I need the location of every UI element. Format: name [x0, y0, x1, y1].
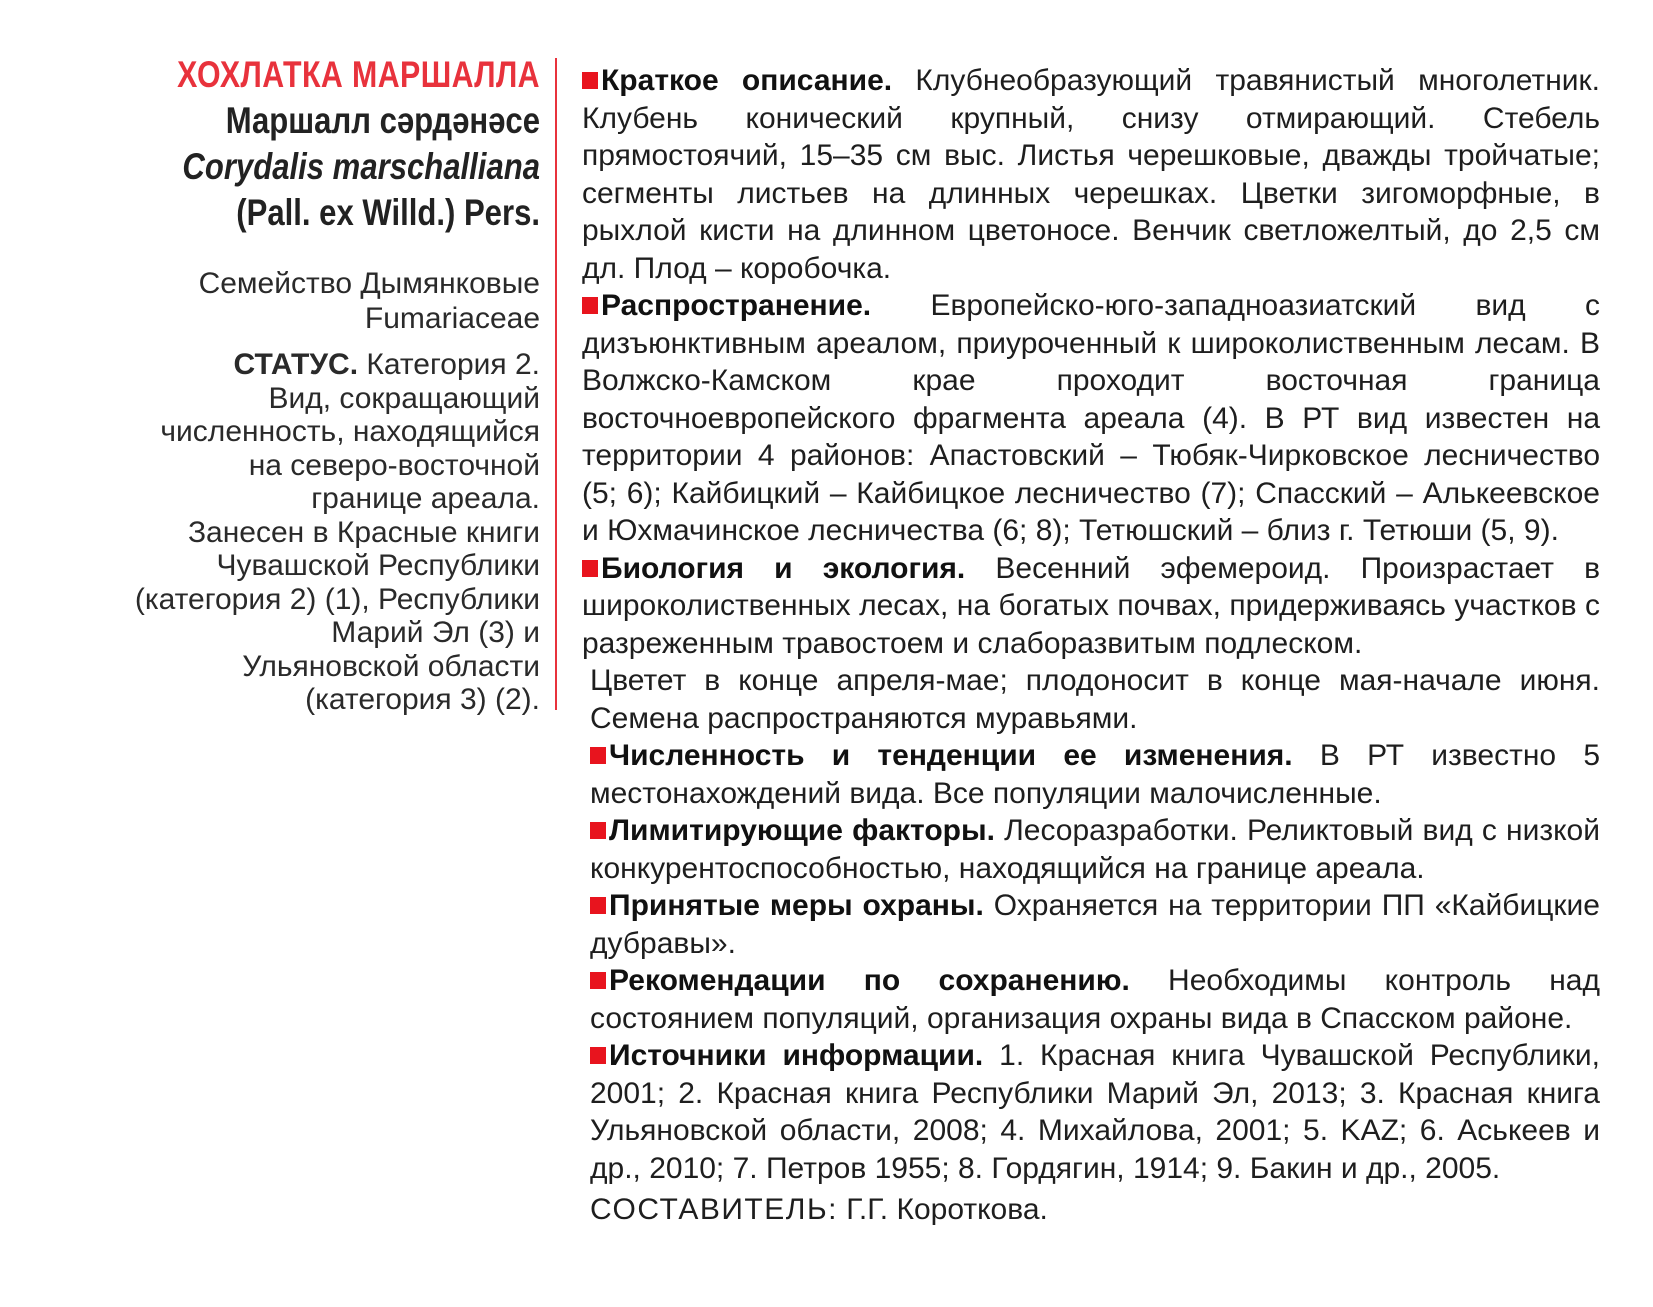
section-heading: Лимитирующие факторы. [609, 814, 995, 847]
section-text: В РТ известно 5 местонахождений вида. Все популяции малочисленные. [590, 739, 1600, 810]
status-line: Ульяновской области [242, 649, 540, 683]
section-text: Лесоразработки. Реликтовый вид с низкой конкурентоспособностью, находящийся на границе ареала. [590, 814, 1600, 885]
status-line: (категория 3) (2). [305, 683, 540, 716]
family-ru: Семейство Дымянковые [198, 267, 540, 300]
compiler-label: СОСТАВИТЕЛЬ: [590, 1193, 838, 1226]
square-bullet-icon [590, 822, 606, 839]
square-bullet-icon [590, 972, 606, 989]
section-text: Клубнеобразующий травянистый многолетник. Клубень конический крупный, снизу отмирающий. Стебель прямостоячий, 15–35 см выс. Листья черешковые, дважды тройчатые; сегменты листьев на длинных черешках. Цветки зигоморфные, в рыхлой кисти на длинном цветоносе. Венчик светложелтый, до 2,5 см дл. Плод – коробочка. [582, 64, 1600, 285]
column-divider [555, 58, 557, 710]
status-line: численность, находящийся [160, 415, 540, 448]
species-title-latin: Corydalis marschalliana [182, 146, 541, 187]
status-line [40, 348, 540, 382]
status-line: Чувашской Республики [216, 549, 540, 582]
species-author: (Pall. ex Willd.) Pers. [236, 192, 541, 233]
status-text: Категория 2. [366, 348, 540, 381]
compiler-line [582, 1191, 1600, 1229]
status-block [40, 348, 540, 717]
section-recommendations [582, 962, 1600, 1037]
section-heading: Краткое описание. [601, 64, 893, 97]
section-text: Необходимы контроль над состоянием популяций, организация охраны вида в Спасском районе. [590, 964, 1600, 1035]
status-line: границе ареала. [311, 482, 540, 515]
section-sources [582, 1037, 1600, 1187]
family-latin: Fumariaceae [364, 302, 540, 335]
section-text: Европейско-юго-западноазиатский вид с дизъюнктивным ареалом, приуроченный к широколиственным лесам. В Волжско-Камском крае проходит восточная граница восточноевропейского фрагмента ареала (4). В РТ вид известен на территории 4 районов: Апастовский – Тюбяк-Чирковское лесничество (5; 6); Кайбицкий – Кайбицкое лесничество (7); Спасский – Алькеевское и Юхмачинское лесничества (6; 8); Тетюшский – близ г. Тетюши (5, 9). [582, 289, 1600, 547]
square-bullet-icon [582, 72, 598, 89]
section-text: Весенний эфемероид. Произрастает в широколиственных лесах, на богатых почвах, придерживаясь участков с разреженным травостоем и слаборазвитым подлеском. [582, 551, 1601, 660]
section-text: 1. Красная книга Чувашской Республики, 2001; 2. Красная книга Республики Марий Эл, 2013; 3. Красная книга Ульяновской области, 2008; 4. Михайлова, 2001; 5. KAZ; 6. Аськеев и др., 2010; 7. Петров 1955; 8. Гордягин, 1914; 9. Бакин и др., 2005. [590, 1039, 1600, 1185]
status-line: Вид, сокращающий [268, 381, 540, 415]
section-heading: Биология и экология. [601, 551, 966, 585]
compiler-name: Г.Г. Короткова. [837, 1193, 1048, 1226]
square-bullet-icon [590, 747, 606, 764]
species-header [40, 52, 540, 717]
section-distribution [582, 287, 1600, 550]
section-biology-continued: Цветет в конце апреля-мае; плодоносит в конце мая-начале июня. Семена распространяются муравьями. [590, 664, 1600, 735]
square-bullet-icon [590, 1047, 606, 1064]
square-bullet-icon [582, 297, 598, 314]
species-title-tatar: Маршалл сәрдәнәсе [225, 100, 540, 141]
section-heading: Распространение. [601, 289, 872, 322]
square-bullet-icon [582, 560, 598, 577]
species-title-ru: ХОХЛАТКА МАРШАЛЛА [177, 54, 540, 95]
section-biology [582, 550, 1600, 663]
section-heading: Принятые меры охраны. [609, 889, 984, 922]
status-line: Марий Эл (3) и [331, 616, 540, 649]
status-line: на северо-восточной [248, 448, 540, 482]
section-heading: Источники информации. [609, 1039, 984, 1072]
status-line: Занесен в Красные книги [187, 515, 540, 549]
status-label: СТАТУС. [233, 348, 359, 381]
section-heading: Численность и тенденции ее изменения. [609, 739, 1293, 772]
section-protection-measures [582, 887, 1600, 962]
square-bullet-icon [590, 897, 606, 914]
species-description [582, 62, 1600, 1229]
section-abundance [582, 737, 1600, 812]
section-limiting-factors [582, 812, 1600, 887]
section-text: Охраняется на территории ПП «Кайбицкие дубравы». [590, 889, 1600, 960]
section-heading: Рекомендации по сохранению. [609, 964, 1130, 997]
section-description [582, 62, 1600, 287]
status-line: (категория 2) (1), Республики [134, 582, 540, 616]
family-block [40, 266, 540, 336]
